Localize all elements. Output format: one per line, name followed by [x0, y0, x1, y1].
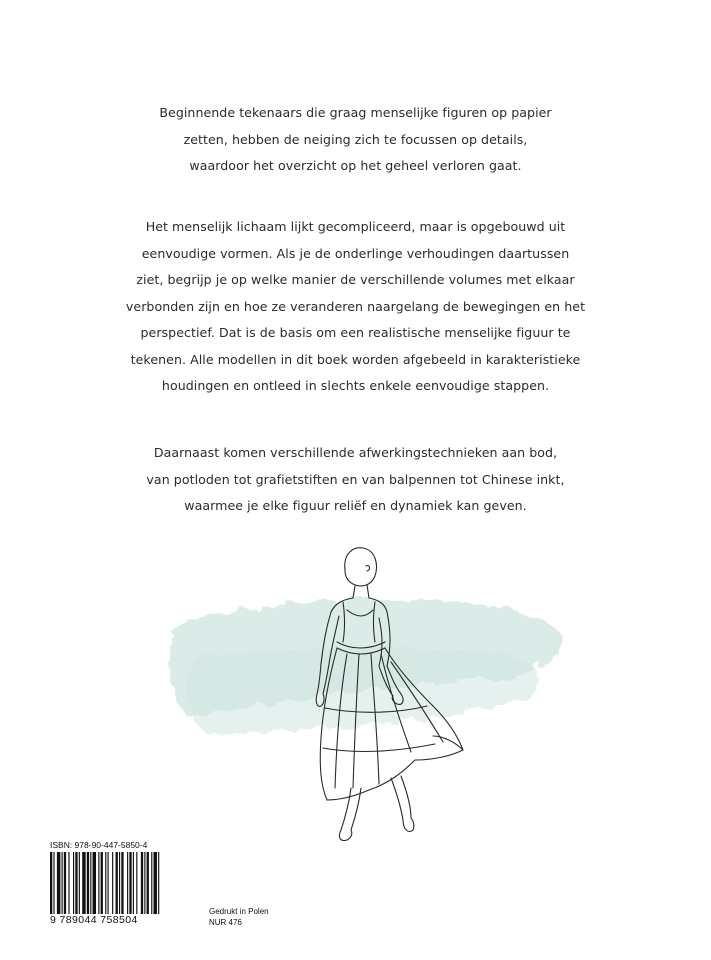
blurb-line: tekenen. Alle modellen in dit boek worden afgebeeld in karakteristieke: [130, 351, 581, 367]
watercolor-wash: [170, 599, 561, 734]
figure-sketch-icon: [165, 538, 570, 843]
blurb-line: Beginnende tekenaars die graag menselijke figuren op papier: [159, 105, 552, 120]
blurb-line: van potloden tot grafietstiften en van balpennen tot Chinese inkt,: [146, 471, 565, 487]
blurb-line: ziet, begrijp je op welke manier de verschillende volumes met elkaar: [136, 272, 575, 287]
barcode-digits: 9 789044 758504: [50, 914, 138, 926]
isbn-label: ISBN: 978-90-447-5850-4: [50, 840, 148, 850]
blurb-line: perspectief. Dat is de basis om een realistische menselijke figuur te: [140, 325, 571, 340]
blurb-line: waardoor het overzicht op het geheel verloren gaat.: [189, 158, 522, 173]
blurb-line: Daarnaast komen verschillende afwerkingstechnieken aan bod,: [153, 445, 558, 460]
barcode-icon: [50, 852, 200, 914]
print-info: [209, 906, 269, 928]
blurb-line: waarmee je elke figuur reliëf en dynamiek kan geven.: [184, 498, 527, 513]
nur-label: NUR 476: [209, 918, 242, 927]
blurb-line: eenvoudige vormen. Als je de onderlinge verhoudingen daartussen: [141, 245, 570, 261]
blurb-line: verbonden zijn en hoe ze veranderen naargelang de bewegingen en het: [125, 298, 586, 314]
blurb-paragraph-2: [90, 214, 621, 400]
printed-in-label: Gedrukt in Polen: [209, 907, 269, 916]
isbn-barcode-block: [50, 840, 200, 926]
blurb-paragraph-3: [90, 440, 621, 520]
blurb-paragraph-1: [90, 100, 621, 180]
blurb-line: zetten, hebben de neiging zich te focussen op details,: [183, 131, 528, 147]
blurb-line: Het menselijk lichaam lijkt gecompliceerd, maar is opgebouwd uit: [145, 219, 566, 234]
blurb-line: houdingen en ontleed in slechts enkele eenvoudige stappen.: [161, 378, 550, 393]
